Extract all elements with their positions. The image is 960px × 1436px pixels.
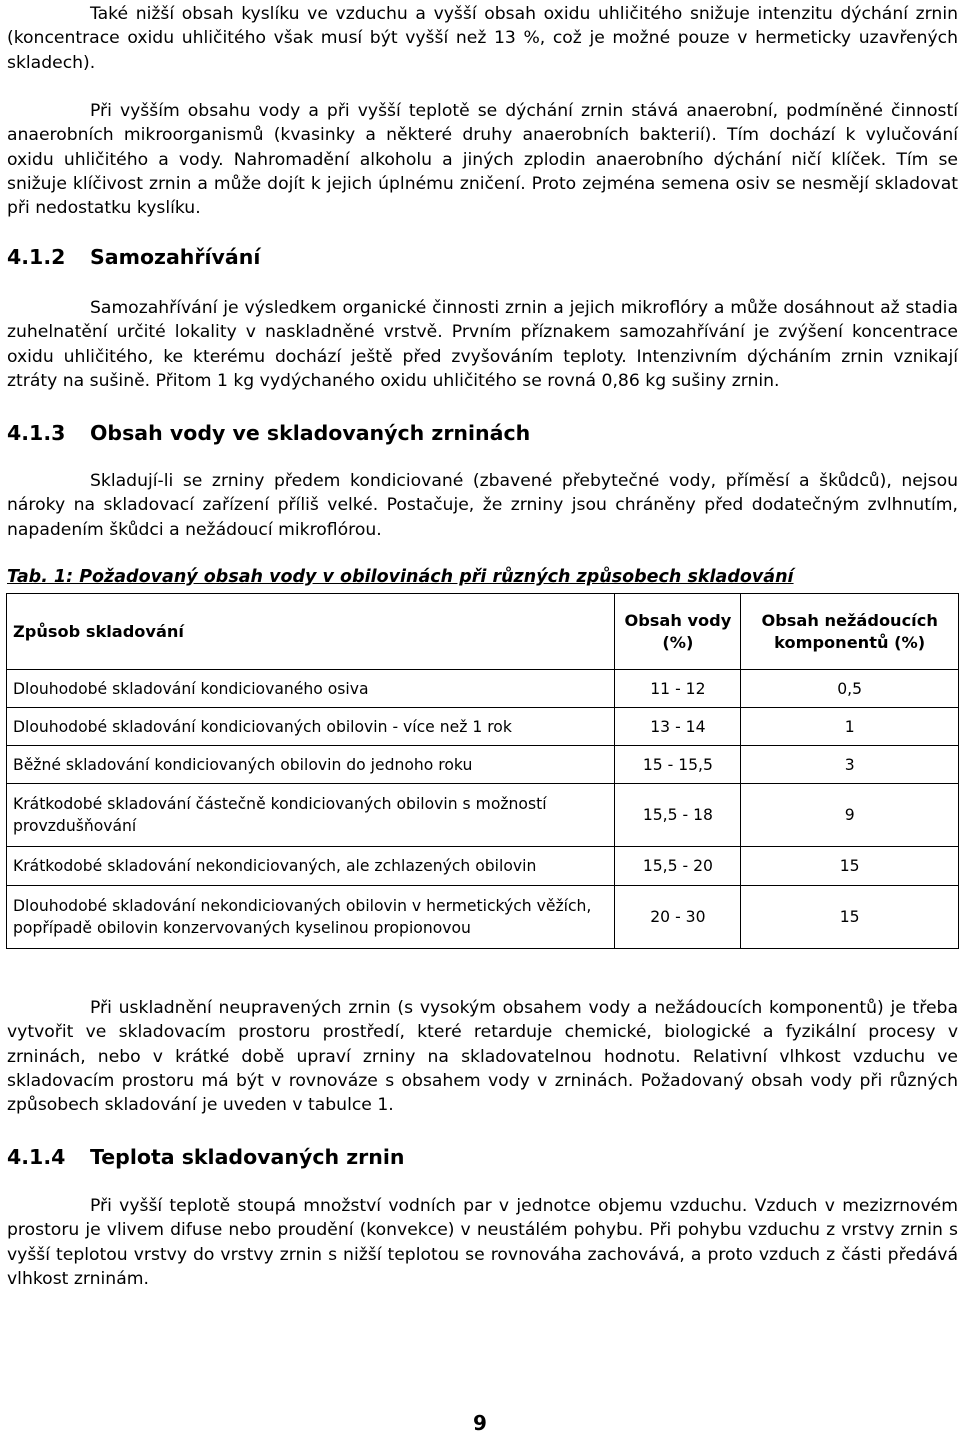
paragraph-conditioned-storage xyxy=(7,469,958,542)
column-header-method: Způsob skladování xyxy=(7,594,615,670)
heading-title: Obsah vody ve skladovaných zrninách xyxy=(90,421,531,445)
cell-method: Krátkodobé skladování částečně kondiciovaných obilovin s možností provzdušňování xyxy=(7,784,615,847)
paragraph-anaerobic xyxy=(7,99,958,220)
cell-method: Běžné skladování kondiciovaných obilovin do jednoho roku xyxy=(7,746,615,784)
heading-water-content xyxy=(7,421,530,445)
paragraph-text: Při vyšší teplotě stoupá množství vodních par v jednotce objemu vzduchu. Vzduch v mezizrnovém prostoru je vlivem difuse nebo proudění (konvekce) v neustálém pohybu. Při pohybu vzduchu z vrstvy zrnin s vyšší teplotou vrstvy do vrstvy zrnin s nižší teplotou se rovnováha zachovává, a proto vzduch z části předává vlhkost zrninám. xyxy=(7,1196,958,1289)
cell-impurities: 1 xyxy=(741,708,959,746)
table-row xyxy=(7,847,959,886)
cell-water: 20 - 30 xyxy=(615,886,741,949)
page-number: 9 xyxy=(473,1411,487,1435)
heading-temperature xyxy=(7,1145,404,1169)
cell-impurities: 15 xyxy=(741,886,959,949)
heading-number: 4.1.3 xyxy=(7,421,66,445)
table-row xyxy=(7,784,959,847)
paragraph-vapour xyxy=(7,1194,958,1291)
paragraph-text: Také nižší obsah kyslíku ve vzduchu a vyšší obsah oxidu uhličitého snižuje intenzitu dýchání zrnin (koncentrace oxidu uhličitého však musí být vyšší než 13 %, což je možné pouze v hermeticky uzavřených skladech). xyxy=(7,4,958,73)
paragraph-oxygen-co2 xyxy=(7,2,958,75)
cell-impurities: 3 xyxy=(741,746,959,784)
cell-method: Dlouhodobé skladování nekondiciovaných obilovin v hermetických věžích, popřípadě obilovin konzervovaných kyselinou propionovou xyxy=(7,886,615,949)
cell-water: 15 - 15,5 xyxy=(615,746,741,784)
cell-method: Krátkodobé skladování nekondiciovaných, ale zchlazených obilovin xyxy=(7,847,615,886)
table-row xyxy=(7,886,959,949)
heading-title: Teplota skladovaných zrnin xyxy=(90,1145,405,1169)
cell-impurities: 9 xyxy=(741,784,959,847)
table-header-row xyxy=(7,594,959,670)
paragraph-untreated-storage xyxy=(7,996,958,1117)
table-row xyxy=(7,708,959,746)
table-caption: Tab. 1: Požadovaný obsah vody v obilovinách při různých způsobech skladování xyxy=(7,567,794,587)
paragraph-text: Samozahřívání je výsledkem organické činnosti zrnin a jejich mikroflóry a může dosáhnout až stadia zuhelnatění určité lokality v naskladněné vrstvě. Prvním příznakem samozahřívání je zvýšení koncentrace oxidu uhličitého, ke kterému dochází ještě před zvyšováním teploty. Intenzivním dýcháním zrnin vznikají ztráty na sušině. Přitom 1 kg vydýchaného oxidu uhličitého se rovná 0,86 kg sušiny zrnin. xyxy=(7,298,958,391)
cell-method: Dlouhodobé skladování kondiciovaných obilovin - více než 1 rok xyxy=(7,708,615,746)
heading-number: 4.1.2 xyxy=(7,245,66,269)
table-row xyxy=(7,670,959,708)
cell-water: 15,5 - 20 xyxy=(615,847,741,886)
table-row xyxy=(7,746,959,784)
heading-samozahrivani xyxy=(7,245,260,269)
paragraph-text: Při uskladnění neupravených zrnin (s vysokým obsahem vody a nežádoucích komponentů) je třeba vytvořit ve skladovacím prostoru prostředí, které retarduje chemické, biologické a fyzikální procesy v zrninách, nebo v krátké době upraví zrniny na skladovatelnou hodnotu. Relativní vlhkost vzduchu ve skladovacím prostoru má být v rovnováze s obsahem vody v zrninách. Požadovaný obsah vody při různých způsobech skladování je uveden v tabulce 1. xyxy=(7,998,958,1116)
cell-impurities: 0,5 xyxy=(741,670,959,708)
paragraph-text: Skladují-li se zrniny předem kondiciované (zbavené přebytečné vody, příměsí a škůdců), nejsou nároky na skladovací zařízení příliš velké. Postačuje, že zrniny jsou chráněny před dodatečným zvlhnutím, napadením škůdci a nežádoucí mikroflórou. xyxy=(7,471,958,540)
column-header-impurities: Obsah nežádoucích komponentů (%) xyxy=(741,594,959,670)
cell-water: 11 - 12 xyxy=(615,670,741,708)
cell-impurities: 15 xyxy=(741,847,959,886)
column-header-water: Obsah vody (%) xyxy=(615,594,741,670)
storage-water-table xyxy=(6,593,959,949)
cell-method: Dlouhodobé skladování kondiciovaného osiva xyxy=(7,670,615,708)
heading-number: 4.1.4 xyxy=(7,1145,66,1169)
paragraph-text: Při vyšším obsahu vody a při vyšší teplotě se dýchání zrnin stává anaerobní, podmíněné činností anaerobních mikroorganismů (kvasinky a některé druhy anaerobních bakterií). Tím dochází k vylučování oxidu uhličitého a vody. Nahromadění alkoholu a jiných zplodin anaerobního dýchání ničí klíček. Tím se snižuje klíčivost zrnin a může dojít k jejich úplnému zničení. Proto zejména semena osiv se nesmějí skladovat při nedostatku kyslíku. xyxy=(7,101,958,219)
paragraph-self-heating xyxy=(7,296,958,393)
cell-water: 13 - 14 xyxy=(615,708,741,746)
heading-title: Samozahřívání xyxy=(90,245,261,269)
cell-water: 15,5 - 18 xyxy=(615,784,741,847)
